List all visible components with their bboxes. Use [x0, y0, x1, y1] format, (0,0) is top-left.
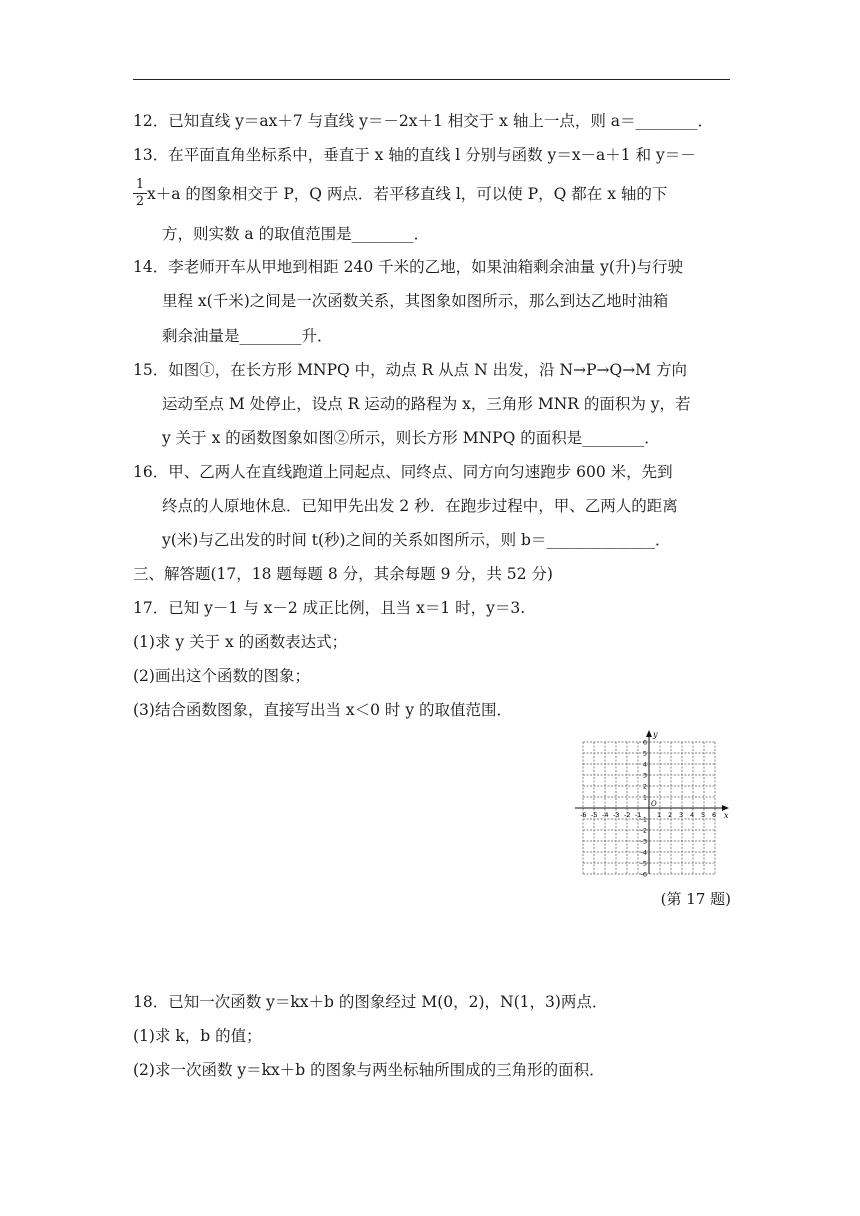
x-tick-label: -5	[591, 811, 598, 819]
y-tick-label: -2	[640, 826, 647, 835]
question-17-part-1: (1)求 y 关于 x 的函数表达式；	[133, 633, 348, 651]
y-tick-label: 2	[642, 782, 647, 791]
x-tick-label: 1	[657, 811, 662, 819]
fraction-numerator: 1	[135, 177, 145, 192]
fraction-denominator: 2	[135, 194, 145, 209]
y-tick-label: 6	[642, 738, 647, 747]
x-tick-label: 5	[701, 811, 706, 819]
question-16-line-1: 16．甲、乙两人在直线跑道上同起点、同终点、同方向匀速跑步 600 米，先到	[133, 463, 673, 481]
question-13-line-3: 方，则实数 a 的取值范围是________．	[162, 225, 430, 243]
y-tick-label: 4	[642, 760, 647, 769]
question-14-line-1: 14．李老师开车从甲地到相距 240 千米的乙地，如果油箱剩余油量 y(升)与行驶	[133, 258, 683, 276]
y-tick-label: -6	[640, 870, 647, 878]
x-tick-label: 4	[690, 811, 695, 819]
question-14-line-3: 剩余油量是________升．	[162, 327, 333, 345]
y-tick-label: -1	[640, 815, 647, 824]
question-14-line-2: 里程 x(千米)之间是一次函数关系，其图象如图所示，那么到达乙地时油箱	[162, 292, 669, 310]
question-13-line-1: 13．在平面直角坐标系中，垂直于 x 轴的直线 l 分别与函数 y＝x－a＋1 和 y＝－	[133, 146, 696, 164]
question-17-part-2: (2)画出这个函数的图象；	[133, 667, 310, 685]
question-15-line-3: y 关于 x 的函数图象如图②所示，则长方形 MNPQ 的面积是________．	[162, 429, 660, 447]
figure-caption: (第 17 题)	[660, 890, 731, 908]
x-tick-label: -2	[624, 811, 631, 819]
y-tick-label: -4	[640, 848, 647, 857]
x-axis-label: x	[724, 811, 729, 820]
y-axis-label: y	[653, 730, 658, 739]
question-16-line-2: 终点的人原地休息．已知甲先出发 2 秒．在跑步过程中，甲、乙两人的距离	[162, 497, 678, 515]
y-tick-label: 1	[642, 793, 647, 802]
question-12: 12．已知直线 y＝ax＋7 与直线 y＝－2x＋1 相交于 x 轴上一点，则 a＝________．	[133, 112, 714, 130]
question-15-line-2: 运动至点 M 处停止，设点 R 运动的路程为 x，三角形 MNR 的面积为 y，若	[162, 395, 691, 413]
question-18: 18．已知一次函数 y＝kx＋b 的图象经过 M(0，2)，N(1，3)两点．	[133, 993, 608, 1011]
x-tick-label: -4	[602, 811, 609, 819]
y-tick-label: -3	[640, 837, 647, 846]
coordinate-grid	[573, 728, 733, 878]
x-tick-label: -1	[635, 811, 642, 819]
question-17: 17．已知 y－1 与 x－2 成正比例，且当 x＝1 时，y＝3.	[133, 599, 526, 617]
y-tick-label: 3	[642, 771, 647, 780]
question-18-part-1: (1)求 k，b 的值；	[133, 1027, 262, 1045]
x-tick-label: -3	[613, 811, 620, 819]
question-18-part-2: (2)求一次函数 y＝kx＋b 的图象与两坐标轴所围成的三角形的面积．	[133, 1061, 605, 1079]
header-rule	[133, 79, 730, 80]
y-tick-label: -5	[640, 859, 647, 868]
question-16-line-3: y(米)与乙出发的时间 t(秒)之间的关系如图所示，则 b＝______________．	[162, 531, 671, 549]
x-tick-label: 3	[679, 811, 684, 819]
question-17-part-3: (3)结合函数图象，直接写出当 x＜0 时 y 的取值范围．	[133, 701, 513, 719]
y-axis-arrow	[646, 730, 652, 737]
fraction-one-half	[133, 178, 147, 209]
y-tick-label: 5	[642, 749, 647, 758]
x-tick-label: -6	[580, 811, 587, 819]
section-3-heading: 三、解答题(17，18 题每题 8 分，其余每题 9 分，共 52 分)	[133, 565, 553, 583]
x-tick-label: 6	[712, 811, 717, 819]
question-15-line-1: 15．如图①，在长方形 MNPQ 中，动点 R 从点 N 出发，沿 N→P→Q→M 方向	[133, 361, 687, 379]
origin-label: O	[651, 800, 657, 808]
question-13-line-2: x＋a 的图象相交于 P，Q 两点．若平移直线 l，可以使 P，Q 都在 x 轴的下	[147, 185, 668, 203]
x-tick-label: 2	[668, 811, 673, 819]
